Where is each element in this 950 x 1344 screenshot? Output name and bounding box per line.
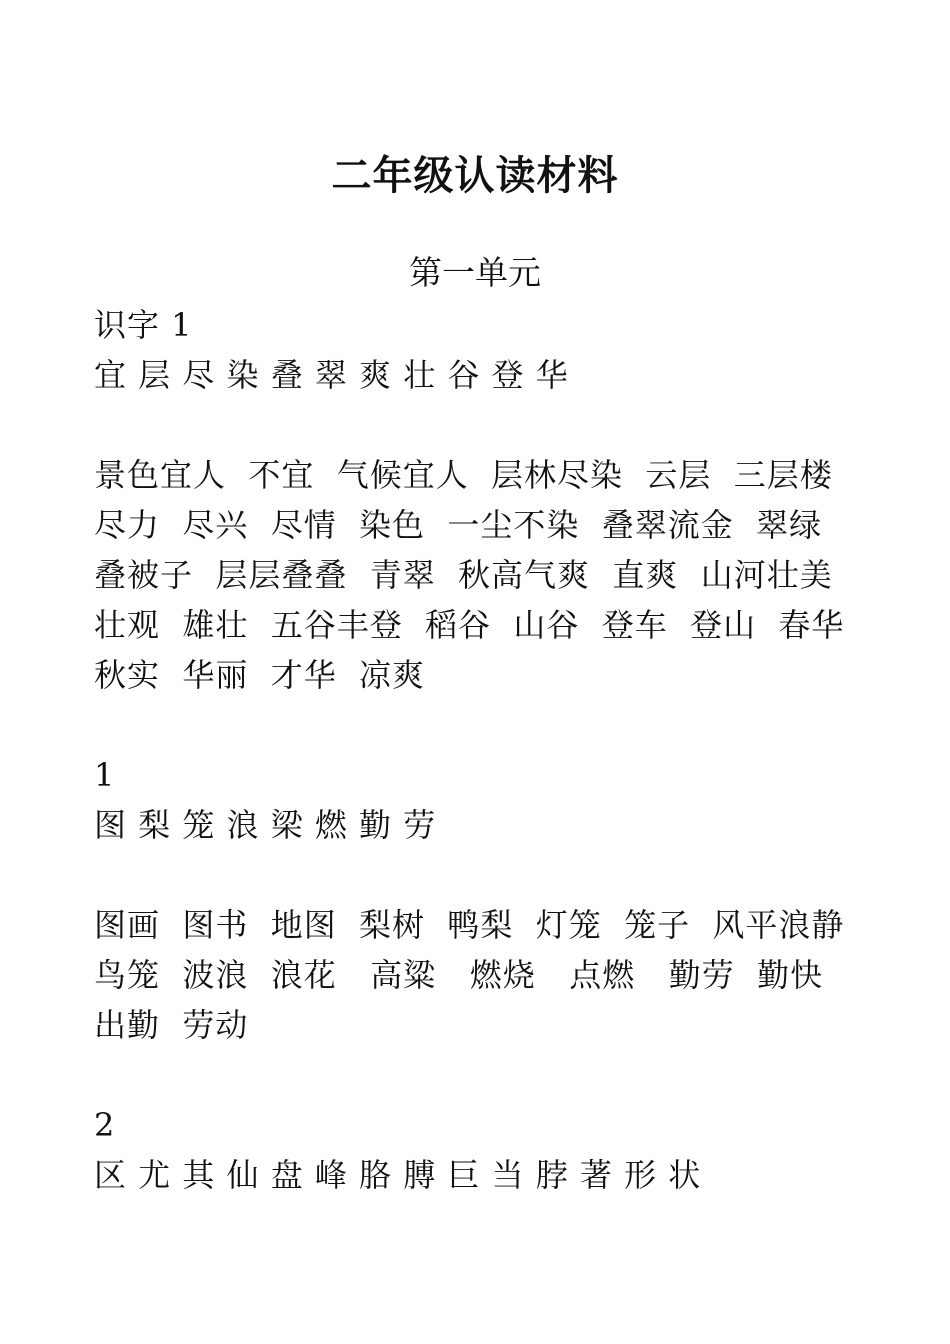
spacer — [94, 1050, 894, 1100]
section-heading: 2 — [94, 1106, 116, 1144]
character-list: 区 尤 其 仙 盘 峰 胳 膊 巨 当 脖 著 形 状 — [94, 1156, 702, 1194]
character-list: 宜 层 尽 染 叠 翠 爽 壮 谷 登 华 — [94, 356, 569, 394]
spacer — [94, 850, 894, 900]
character-list: 图 梨 笼 浪 梁 燃 勤 劳 — [94, 806, 437, 844]
content — [94, 300, 894, 1200]
spacer — [94, 400, 894, 450]
section-heading: 1 — [94, 756, 116, 794]
unit-heading: 第一单元 — [409, 253, 541, 292]
word-line: 出勤 劳动 — [94, 1006, 249, 1044]
section-heading: 识字 1 — [94, 306, 193, 344]
word-line: 尽力 尽兴 尽情 染色 一尘不染 叠翠流金 翠绿 — [94, 506, 823, 544]
word-line: 壮观 雄壮 五谷丰登 稻谷 山谷 登车 登山 春华 — [94, 606, 845, 644]
word-line: 秋实 华丽 才华 凉爽 — [94, 656, 426, 694]
word-line: 叠被子 层层叠叠 青翠 秋高气爽 直爽 山河壮美 — [94, 556, 833, 594]
word-line: 鸟笼 波浪 浪花 高粱 燃烧 点燃 勤劳 勤快 — [94, 956, 824, 994]
spacer — [94, 700, 894, 750]
word-line: 景色宜人 不宜 气候宜人 层林尽染 云层 三层楼 — [94, 456, 833, 494]
word-line: 图画 图书 地图 梨树 鸭梨 灯笼 笼子 风平浪静 — [94, 906, 845, 944]
document-title: 二年级认读材料 — [331, 153, 619, 199]
